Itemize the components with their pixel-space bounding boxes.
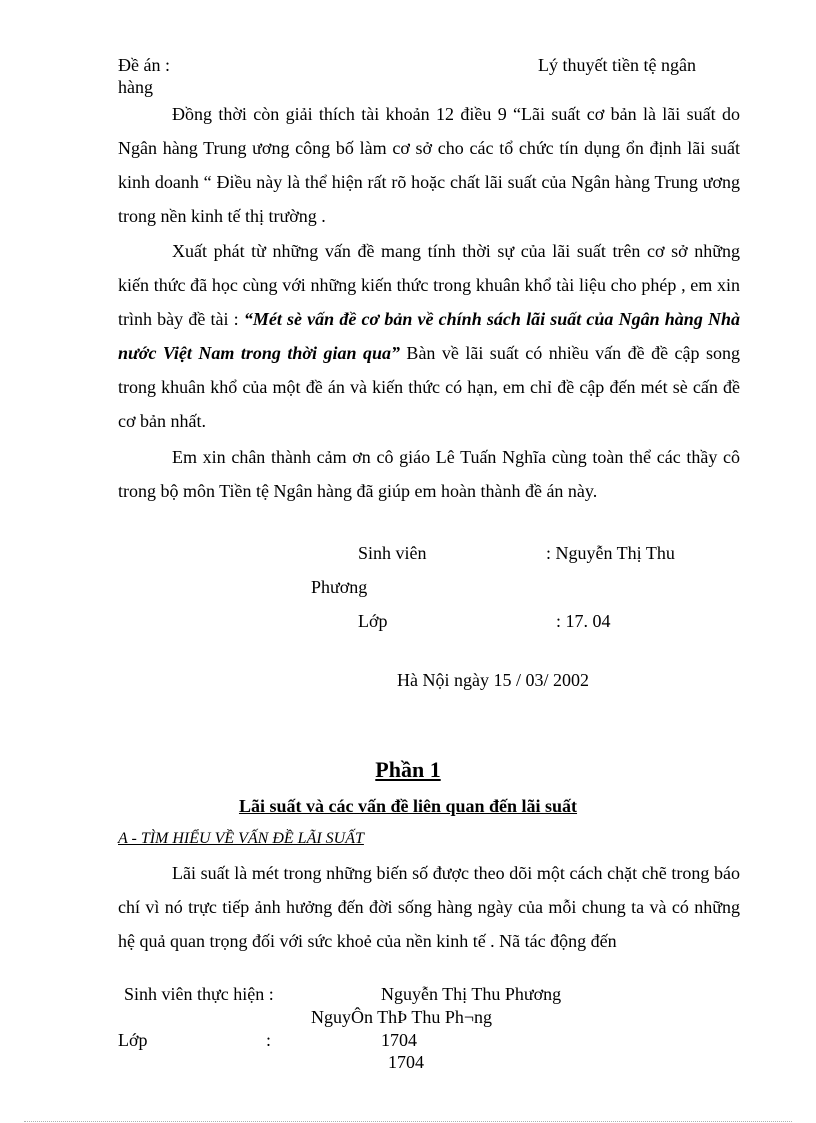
intro-p2-end: Bàn về lãi suất có nhiều vấn đề đề cập song trong khuân khổ của một đề án và kiến thức có hạn, em chỉ đề cập đến mét sè cấn đề cơ bản nhất.: [118, 343, 740, 431]
footer-class-value-dup: 1704: [388, 1052, 424, 1072]
intro-paragraph-2: [118, 234, 740, 438]
footer-class-value: 1704: [381, 1030, 417, 1050]
header-left: Đề án :: [118, 55, 170, 75]
page-bottom-divider: [24, 1121, 792, 1122]
intro-p2-start: Xuất phát từ những vấn đề mang tính thời sự của lãi suất trên cơ sở những kiến thức đã học cùng với những kiến thức trong khuân khổ tài liệu cho phép , em xin trình bày đề tài :: [118, 241, 740, 329]
footer-student-garbled: NguyÔn ThÞ Thu Ph¬ng: [311, 1007, 493, 1027]
part-subtitle: Lãi suất và các vấn đề liên quan đến lãi suất: [238, 796, 578, 816]
footer-student-label: Sinh viên thực hiện :: [124, 984, 274, 1004]
header-right: Lý thuyết tiền tệ ngân: [538, 55, 696, 75]
signature-date: Hà Nội ngày 15 / 03/ 2002: [397, 670, 589, 690]
signature-student-wrap: Phương: [311, 577, 368, 597]
footer-student-value: Nguyễn Thị Thu Phương: [381, 984, 562, 1004]
intro-paragraph-1: Đồng thời còn giải thích tài khoản 12 điều 9 “Lãi suất cơ bản là lãi suất do Ngân hàng Trung ương công bố làm cơ sở cho các tổ chức tín dụng ổn định lãi suất kinh doanh “ Điều này là thể hiện rất rõ hoặc chất lãi suất của Ngân hàng Trung ương trong nền kinh tế thị trường .: [118, 104, 740, 226]
signature-class-label: Lớp: [358, 611, 388, 631]
thesis-title: “Mét sè vấn đề cơ bản về chính sách lãi suất của Ngân hàng Nhà nước Việt Nam trong thời gian qua”: [118, 309, 740, 363]
header-wrap: hàng: [118, 77, 153, 97]
part-title: Phần 1: [375, 757, 441, 782]
footer-class-colon: :: [266, 1030, 272, 1050]
section-heading: A - TÌM HIỂU VỀ VẤN ĐỀ LÃI SUẤT: [118, 830, 364, 847]
part-body-paragraph: Lãi suất là mét trong những biến số được theo dõi một cách chặt chẽ trong báo chí vì nó trực tiếp ảnh hưởng đến đời sống hàng ngày của mỗi chung ta và có những hệ quả quan trọng đối với sức khoẻ của nền kinh tế . Nã tác động đến: [118, 863, 740, 951]
signature-class-value: : 17. 04: [556, 611, 611, 631]
signature-student-value: : Nguyễn Thị Thu: [546, 543, 675, 563]
signature-student-label: Sinh viên: [358, 543, 427, 563]
footer-class-label: Lớp: [118, 1030, 148, 1050]
intro-paragraph-3: Em xin chân thành cảm ơn cô giáo Lê Tuấn Nghĩa cùng toàn thể các thầy cô trong bộ môn Tiền tệ Ngân hàng đã giúp em hoàn thành đề án này.: [118, 447, 740, 501]
